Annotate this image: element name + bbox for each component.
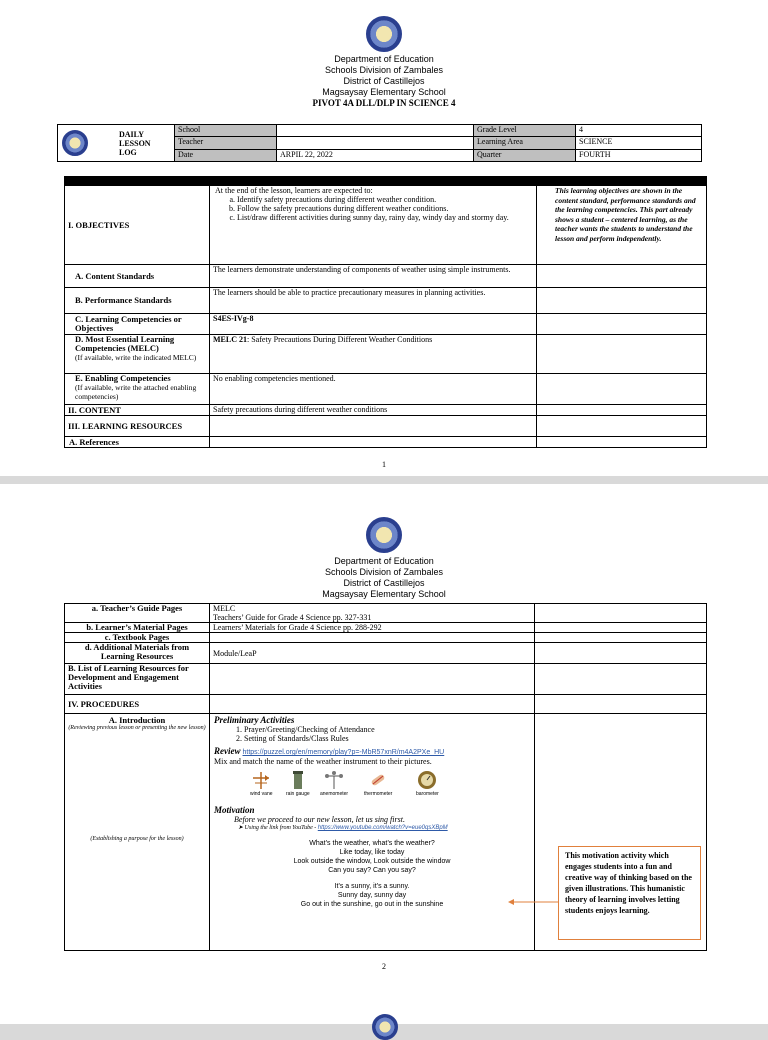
barometer-icon [417, 770, 437, 790]
youtube-link[interactable]: https://www.youtube.com/watch?v=eue0qsXBpM [317, 825, 448, 831]
performance-standards-value: The learners should be able to practice precautionary measures in planning activities. [210, 288, 537, 314]
arrow-bullet-icon: ➤ [238, 825, 245, 831]
learning-area-value: SCIENCE [576, 137, 702, 149]
black-divider-bar [64, 176, 707, 185]
instrument-label: wind vane [250, 791, 273, 797]
wind-vane-icon [251, 770, 271, 790]
procedures-label: IV. PROCEDURES [65, 695, 210, 714]
grade-level-value: 4 [576, 125, 702, 137]
song-line: It’s a sunny, it’s a sunny. [334, 883, 410, 890]
song-line: Sunny day, sunny day [337, 892, 407, 899]
melc-value-cell [210, 335, 537, 374]
learners-material-label: b. Learner’s Material Pages [65, 623, 210, 633]
callout-arrow-icon [508, 896, 558, 908]
list-of-resources-label: B. List of Learning Resources for Development and Engagement Activities [65, 664, 210, 695]
rain-gauge-picture [286, 770, 310, 799]
header-line-4: Magsaysay Elementary School [322, 87, 446, 97]
daily-lesson-log-label: DAILY LESSON LOG [119, 129, 151, 157]
empty-cell [535, 664, 707, 695]
deped-seal-icon [366, 16, 402, 52]
instrument-label: rain gauge [286, 791, 310, 797]
enabling-label-cell [65, 374, 210, 405]
header-line-1: Department of Education [334, 54, 434, 64]
objectives-label: I. OBJECTIVES [65, 186, 210, 265]
empty-cell [535, 623, 707, 633]
content-standards-value: The learners demonstrate understanding of components of weather using simple instruments. [210, 265, 537, 288]
teachers-guide-pages: Teachers’ Guide for Grade 4 Science pp. 327-331 [213, 613, 372, 622]
teachers-guide-melc: MELC [213, 604, 236, 613]
melc-sub-label: (If available, write the indicated MELC) [75, 353, 197, 362]
teacher-value [277, 137, 474, 149]
deped-seal-icon [366, 517, 402, 553]
thermometer-picture [364, 770, 392, 799]
song-line: Go out in the sunshine, go out in the sunshine [300, 901, 444, 908]
page-number: 1 [382, 460, 386, 469]
youtube-line [214, 824, 530, 833]
song-lyrics [214, 839, 530, 909]
wind-vane-picture [250, 770, 273, 799]
song-line: What’s the weather, what’s the weather? [309, 840, 435, 847]
enabling-label: E. Enabling Competencies [75, 373, 171, 383]
objectives-content [210, 186, 537, 265]
objectives-table [64, 185, 707, 448]
objectives-note: This learning objectives are shown in the content standard, performance standards and the learning competencies. This part already shows a student – centered learning, as the teacher wants the students to understand the lesson and perform independently. [537, 186, 707, 265]
additional-materials-label: d. Additional Materials from Learning Resources [65, 643, 210, 664]
textbook-pages-label: c. Textbook Pages [65, 633, 210, 643]
introduction-content [210, 714, 535, 951]
empty-cell [537, 405, 707, 416]
references-label: A. References [65, 437, 210, 448]
header-line-4: Magsaysay Elementary School [322, 589, 446, 599]
empty-cell [537, 374, 707, 405]
introduction-label-cell [65, 714, 210, 951]
instrument-label: barometer [416, 791, 439, 797]
info-table [57, 124, 702, 162]
page-1 [0, 0, 768, 476]
empty-cell [535, 695, 707, 714]
empty-cell [535, 604, 707, 623]
content-label: II. CONTENT [65, 405, 210, 416]
melc-value: : Safety Precautions During Different Weather Conditions [247, 335, 433, 344]
page-number: 2 [382, 962, 386, 971]
instrument-label: anemometer [320, 791, 349, 797]
performance-standards-label: B. Performance Standards [65, 288, 210, 314]
objectives-intro: At the end of the lesson, learners are expected to: [215, 186, 373, 195]
learning-area-label: Learning Area [474, 137, 576, 149]
empty-cell [537, 416, 707, 437]
school-label: School [175, 125, 277, 137]
header-line-2: Schools Division of Zambales [324, 567, 444, 577]
empty-cell [210, 633, 535, 643]
grade-level-label: Grade Level [474, 125, 576, 137]
quarter-label: Quarter [474, 149, 576, 161]
empty-cell [210, 416, 537, 437]
melc-label: D. Most Essential Learning Competencies (MELC) [75, 334, 175, 353]
empty-cell [210, 664, 535, 695]
document-title: PIVOT 4A DLL/DLP IN SCIENCE 4 [312, 98, 456, 108]
motivation-title: Motivation [214, 805, 255, 815]
preliminary-item: 2. Setting of Standards/Class Rules [244, 734, 530, 743]
teachers-guide-value [210, 604, 535, 623]
review-text: Mix and match the name of the weather instrument to their pictures. [214, 757, 432, 766]
preliminary-title: Preliminary Activities [214, 715, 295, 725]
instrument-pictures [214, 766, 530, 802]
empty-cell [210, 437, 537, 448]
purpose-sub-label: (Establishing a purpose for the lesson) [90, 836, 184, 842]
content-value: Safety precautions during different weather conditions [210, 405, 537, 416]
anemometer-icon [324, 770, 344, 790]
header-line-3: District of Castillejos [343, 76, 425, 86]
objective-item: b. Follow the safety precautions during different weather conditions. [237, 204, 533, 213]
instrument-label: thermometer [364, 791, 393, 797]
teachers-guide-label: a. Teacher’s Guide Pages [65, 604, 210, 623]
song-line: Look outside the window, Look outside the window [293, 858, 451, 865]
anemometer-picture [320, 770, 348, 799]
additional-materials-value: Module/LeaP [210, 643, 535, 664]
empty-cell [537, 288, 707, 314]
header-line-3: District of Castillejos [343, 578, 425, 588]
header-line-2: Schools Division of Zambales [324, 65, 444, 75]
melc-label-cell [65, 335, 210, 374]
next-page-seal-icon [372, 1014, 398, 1040]
learning-resources-label: III. LEARNING RESOURCES [65, 416, 210, 437]
thermometer-icon [368, 770, 388, 790]
page-2 [0, 484, 768, 1024]
introduction-sub-label: (Reviewing previous lesson or presenting the new lesson) [68, 725, 206, 731]
song-line: Like today, like today [339, 849, 405, 856]
objective-item: c. List/draw different activities during sunny day, rainy day, windy day and stormy day. [237, 213, 533, 222]
enabling-sub-label: (If available, write the attached enabling competencies) [75, 383, 197, 401]
learning-competencies-label: C. Learning Competencies or Objectives [65, 314, 210, 335]
introduction-label: A. Introduction [108, 715, 166, 725]
barometer-picture [416, 770, 439, 799]
objective-item: a. Identify safety precautions during different weather condition. [237, 195, 533, 204]
log-label-cell [58, 125, 175, 162]
empty-cell [535, 633, 707, 643]
preliminary-list [214, 725, 530, 743]
review-line [214, 747, 530, 757]
song-line: Can you say? Can you say? [328, 867, 416, 874]
enabling-value: No enabling competencies mentioned. [210, 374, 537, 405]
review-title: Review [214, 746, 241, 756]
motivation-callout: This motivation activity which engages students into a fun and creative way of thinking based on the given illustrations. This humanistic theory of learning involves letting students enjoys learning. [558, 846, 701, 940]
school-value [277, 125, 474, 137]
date-value: ARPIL 22, 2022 [277, 149, 474, 161]
teacher-label: Teacher [175, 137, 277, 149]
motivation-text: Before we proceed to our new lesson, let us sing first. [234, 815, 405, 824]
melc-code: MELC 21 [213, 335, 247, 344]
empty-cell [537, 314, 707, 335]
empty-cell [535, 643, 707, 664]
youtube-text: Using the link from YouTube - [244, 825, 318, 831]
objectives-list [215, 195, 533, 222]
empty-cell [210, 695, 535, 714]
learners-material-value: Learners’ Materials for Grade 4 Science pp. 288-292 [210, 623, 535, 633]
empty-cell [537, 265, 707, 288]
preliminary-item: 1. Prayer/Greeting/Checking of Attendance [244, 725, 530, 734]
rain-gauge-icon [288, 770, 308, 790]
date-label: Date [175, 149, 277, 161]
content-standards-label: A. Content Standards [65, 265, 210, 288]
document-header [0, 54, 768, 109]
learning-competencies-value: S4ES-IVg-8 [210, 314, 537, 335]
review-link[interactable]: https://puzzel.org/en/memory/play?p=-MbR57xnR/m4A2PXe_HU [242, 749, 445, 756]
quarter-value: FOURTH [576, 149, 702, 161]
empty-cell [537, 437, 707, 448]
song-line [214, 875, 530, 882]
header-line-1: Department of Education [334, 556, 434, 566]
empty-cell [537, 335, 707, 374]
deped-seal-small-icon [62, 130, 88, 156]
document-header [0, 556, 768, 600]
